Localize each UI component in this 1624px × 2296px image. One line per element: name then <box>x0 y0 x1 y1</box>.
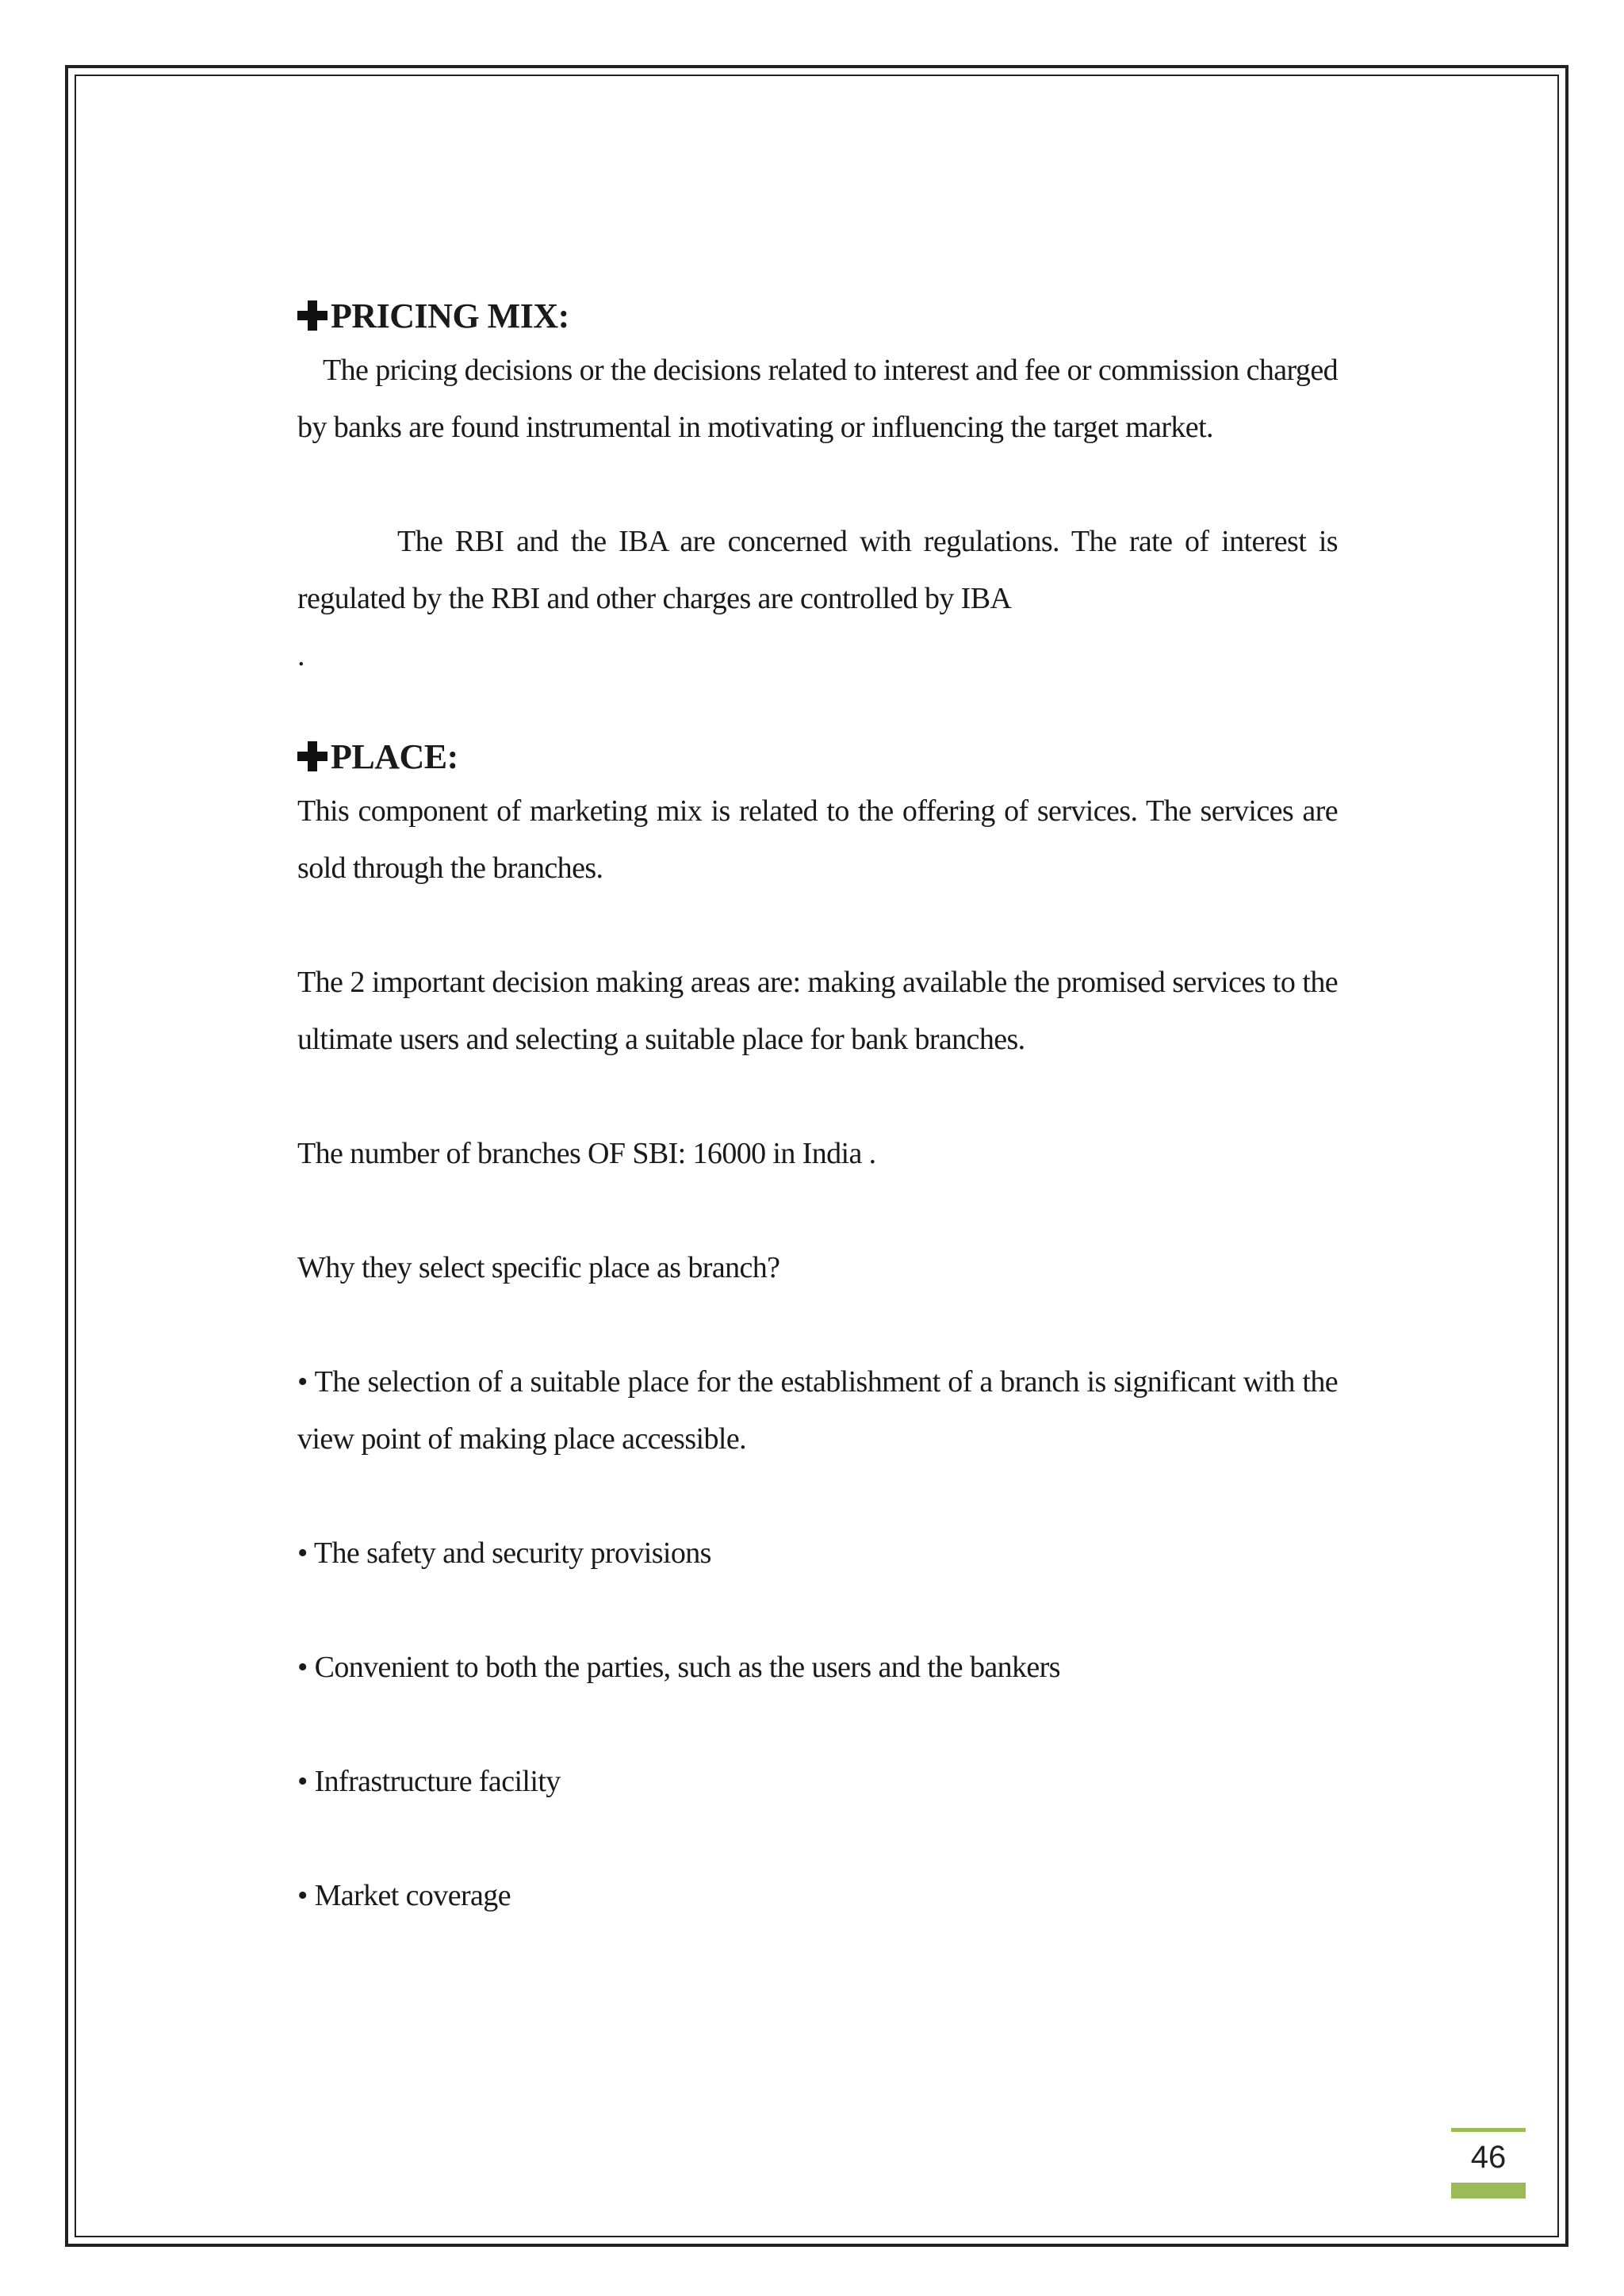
pricing-paragraph-1: The pricing decisions or the decisions related to interest and fee or commission charged by banks are found instrumental in motivating or influencing the target market. <box>297 354 1338 444</box>
cross-bullet-icon <box>297 300 327 331</box>
list-item: • Convenient to both the parties, such as the users and the bankers <box>297 1651 1060 1684</box>
list-item: • The selection of a suitable place for the establishment of a branch is significant with the view point of making place accessible. <box>297 1365 1338 1456</box>
page-number-accent-bottom <box>1451 2183 1526 2198</box>
pricing-mix-heading-text: PRICING MIX: <box>331 296 569 335</box>
page-number-box <box>1451 2128 1526 2198</box>
place-heading-text: PLACE: <box>331 737 458 776</box>
place-paragraph-4: Why they select specific place as branch? <box>297 1251 780 1284</box>
place-heading <box>297 730 1338 783</box>
cross-bullet-icon <box>297 741 327 771</box>
page-number: 46 <box>1470 2140 1507 2175</box>
pricing-mix-heading <box>297 289 1338 342</box>
pricing-paragraph-2: The RBI and the IBA are concerned with regulations. The rate of interest is regulated by the RBI and other charges are controlled by IBA <box>297 525 1338 615</box>
list-item: • Market coverage <box>297 1879 511 1912</box>
list-item: • The safety and security provisions <box>297 1536 711 1570</box>
place-paragraph-1: This component of marketing mix is related to the offering of services. The services are sold through the branches. <box>297 794 1338 885</box>
page-content <box>297 289 1338 1924</box>
list-item: • Infrastructure facility <box>297 1765 561 1798</box>
pricing-paragraph-dot: . <box>297 639 304 672</box>
place-paragraph-3: The number of branches OF SBI: 16000 in India . <box>297 1137 876 1170</box>
place-paragraph-2: The 2 important decision making areas are: making available the promised services to the ultimate users and selecting a suitable place for bank branches. <box>297 966 1338 1056</box>
